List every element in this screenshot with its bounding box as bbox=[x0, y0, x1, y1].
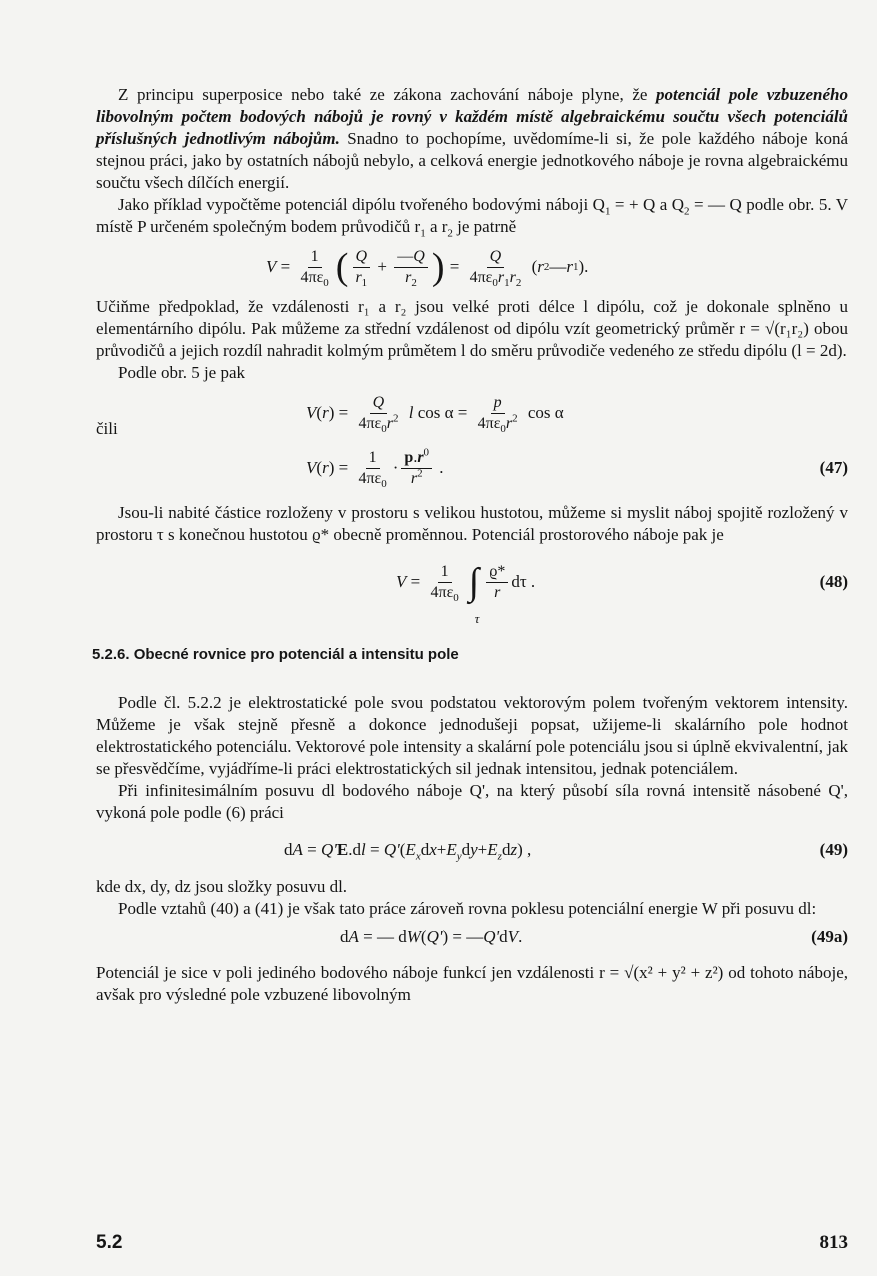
text: a r bbox=[425, 217, 448, 236]
section-heading: 5.2.6. Obecné rovnice pro potenciál a intensitu pole bbox=[92, 646, 459, 663]
equation-number: (49) bbox=[819, 840, 848, 859]
equation-body: V ( r ) = $\frac{Q}{4\pi\varepsilon_0r^2}$ l cos α = $\frac{p}{4\pi\varepsilon_0r^2}$ cos α bbox=[306, 393, 564, 435]
emphasis-text: potenciál pole vzbuzeného libovolným počtem bodových nábojů je rovný v každém místě algebraickému součtu všech potenciálů příslušných jednotlivým nábojům. bbox=[96, 85, 848, 148]
page-number: 813 bbox=[819, 1232, 848, 1253]
text: = — Q podle obr. 5. V místě P určeném společným bodem průvodičů r bbox=[96, 195, 849, 236]
paragraph-continuous-charge: Jsou-li nabité částice rozloženy v prostoru s velikou hustotou, můžeme si myslit náboj spojitě rozložený v prostoru τ s konečnou hustotou ϱ* obecně proměnnou. Potenciál prostorového náboje pak je bbox=[96, 503, 848, 544]
paragraph-dipole-example: Jako příklad vypočtěme potenciál dipólu tvořeného bodovými náboji $Q_1$ = + Q a $Q_2$ = — Q podle obr. 5. V místě P určeném společným bodem průvodičů $r_1$ a $r_2$ je patrně bbox=[96, 195, 849, 240]
equation-number: (48) bbox=[819, 572, 848, 591]
equation-49a bbox=[96, 920, 848, 954]
paragraph-superposition bbox=[96, 84, 848, 194]
equation-body: V = $\frac{1}{4\pi\varepsilon_0}$ ( $\frac{Q}{r_1}$ + $\frac{—Q}{r_2}$ ) = $\frac{Q}{4\pi\varepsilon_0r_1r_2}$ ( r 2 — r 1 ). bbox=[266, 246, 589, 289]
equation-body: V ( r ) = $\frac{1}{4\pi\varepsilon_0}$ · $\frac{p.r^0}{r^2}$ . bbox=[306, 446, 444, 490]
page-content bbox=[92, 84, 849, 1006]
equation-vr bbox=[96, 388, 848, 438]
text: = + Q a Q bbox=[610, 195, 685, 214]
text: Z principu superposice nebo také ze zákona zachování náboje plyne, že bbox=[118, 85, 657, 104]
paragraph-obr5: Podle obr. 5 je pak bbox=[118, 363, 246, 382]
paragraph-infinitesimal: Při infinitesimálním posuvu dl bodového náboje Q', na který působí síla rovná intensitě násobené Q', vykoná pole podle (6) práci bbox=[96, 781, 848, 822]
equation-number: (49a) bbox=[811, 927, 848, 946]
text: je patrně bbox=[452, 217, 517, 236]
equation-dipole bbox=[96, 242, 848, 292]
equation-48 bbox=[96, 550, 848, 626]
text: Jako příklad vypočtěme potenciál dipólu tvořeného bodovými náboji Q bbox=[118, 195, 605, 214]
paragraph-vector-field: Podle čl. 5.2.2 je elektrostatické pole svou podstatou vektorovým polem tvořeným vektorem intensity. Můžeme je však stejně přesně a dokonce jednodušeji popsat, užijeme-li skalárního pole hodnot elektrostatického potenciálu. Vektorové pole intensity a skalární pole potenciálu jsou si úplně ekvivalentní, jak se přesvědčíme, vyjádříme-li práci elektrostatických sil jednak intensitou, jednak potenciálem. bbox=[96, 693, 848, 778]
equation-body: V = $\frac{1}{4\pi\varepsilon_0}$ ∫ τ $\frac{ϱ*}{r}$ dτ . bbox=[396, 561, 536, 626]
paragraph-single-charge: Potenciál je sice v poli jediného bodového náboje funkcí jen vzdálenosti r = √(x² + y² + z²) od tohoto náboje, avšak pro výsledné pole vzbuzené libovolným bbox=[96, 963, 848, 1004]
footer-section: 5.2 bbox=[96, 1232, 123, 1253]
equation-number: (47) bbox=[819, 458, 848, 477]
equation-47 bbox=[96, 419, 848, 494]
equation-body: d A = Q' E .d l = Q' ( $E_x$ d x + $E_y$ d y + $E_z$ d z ) , bbox=[284, 840, 532, 863]
cili-label: čili bbox=[96, 419, 118, 438]
page-footer bbox=[96, 1232, 848, 1254]
paragraph-components: kde dx, dy, dz jsou složky posuvu dl. bbox=[96, 877, 348, 896]
paragraph-assumption: Učiňme předpoklad, že vzdálenosti r₁ a r₂ jsou velké proti délce l dipólu, což je dokonale splněno u elementárního dipólu. Pak můžeme za střední vzdálenost od dipólu vzít geometrický průměr r = √(r₁r₂) obou průvodičů a jejich rozdíl nahradit kolmým průmětem l do směru průvodiče vedeného ze středu dipólu (l = 2d). bbox=[96, 297, 848, 360]
paragraph-potential-energy: Podle vztahů (40) a (41) je však tato práce zároveň rovna poklesu potenciální energie W při posuvu dl: bbox=[118, 899, 817, 918]
text: Snadno to pochopíme, uvědomíme-li si, že pole každého náboje koná stejnou práci, jako by ostatních nábojů nebylo, a celková energie jednotkového náboje je rovna algebraickému součtu všech dílčích energií. bbox=[96, 129, 849, 192]
equation-49 bbox=[96, 828, 848, 872]
equation-body: d A = — d W ( Q' ) = — Q' d V . bbox=[340, 927, 523, 946]
